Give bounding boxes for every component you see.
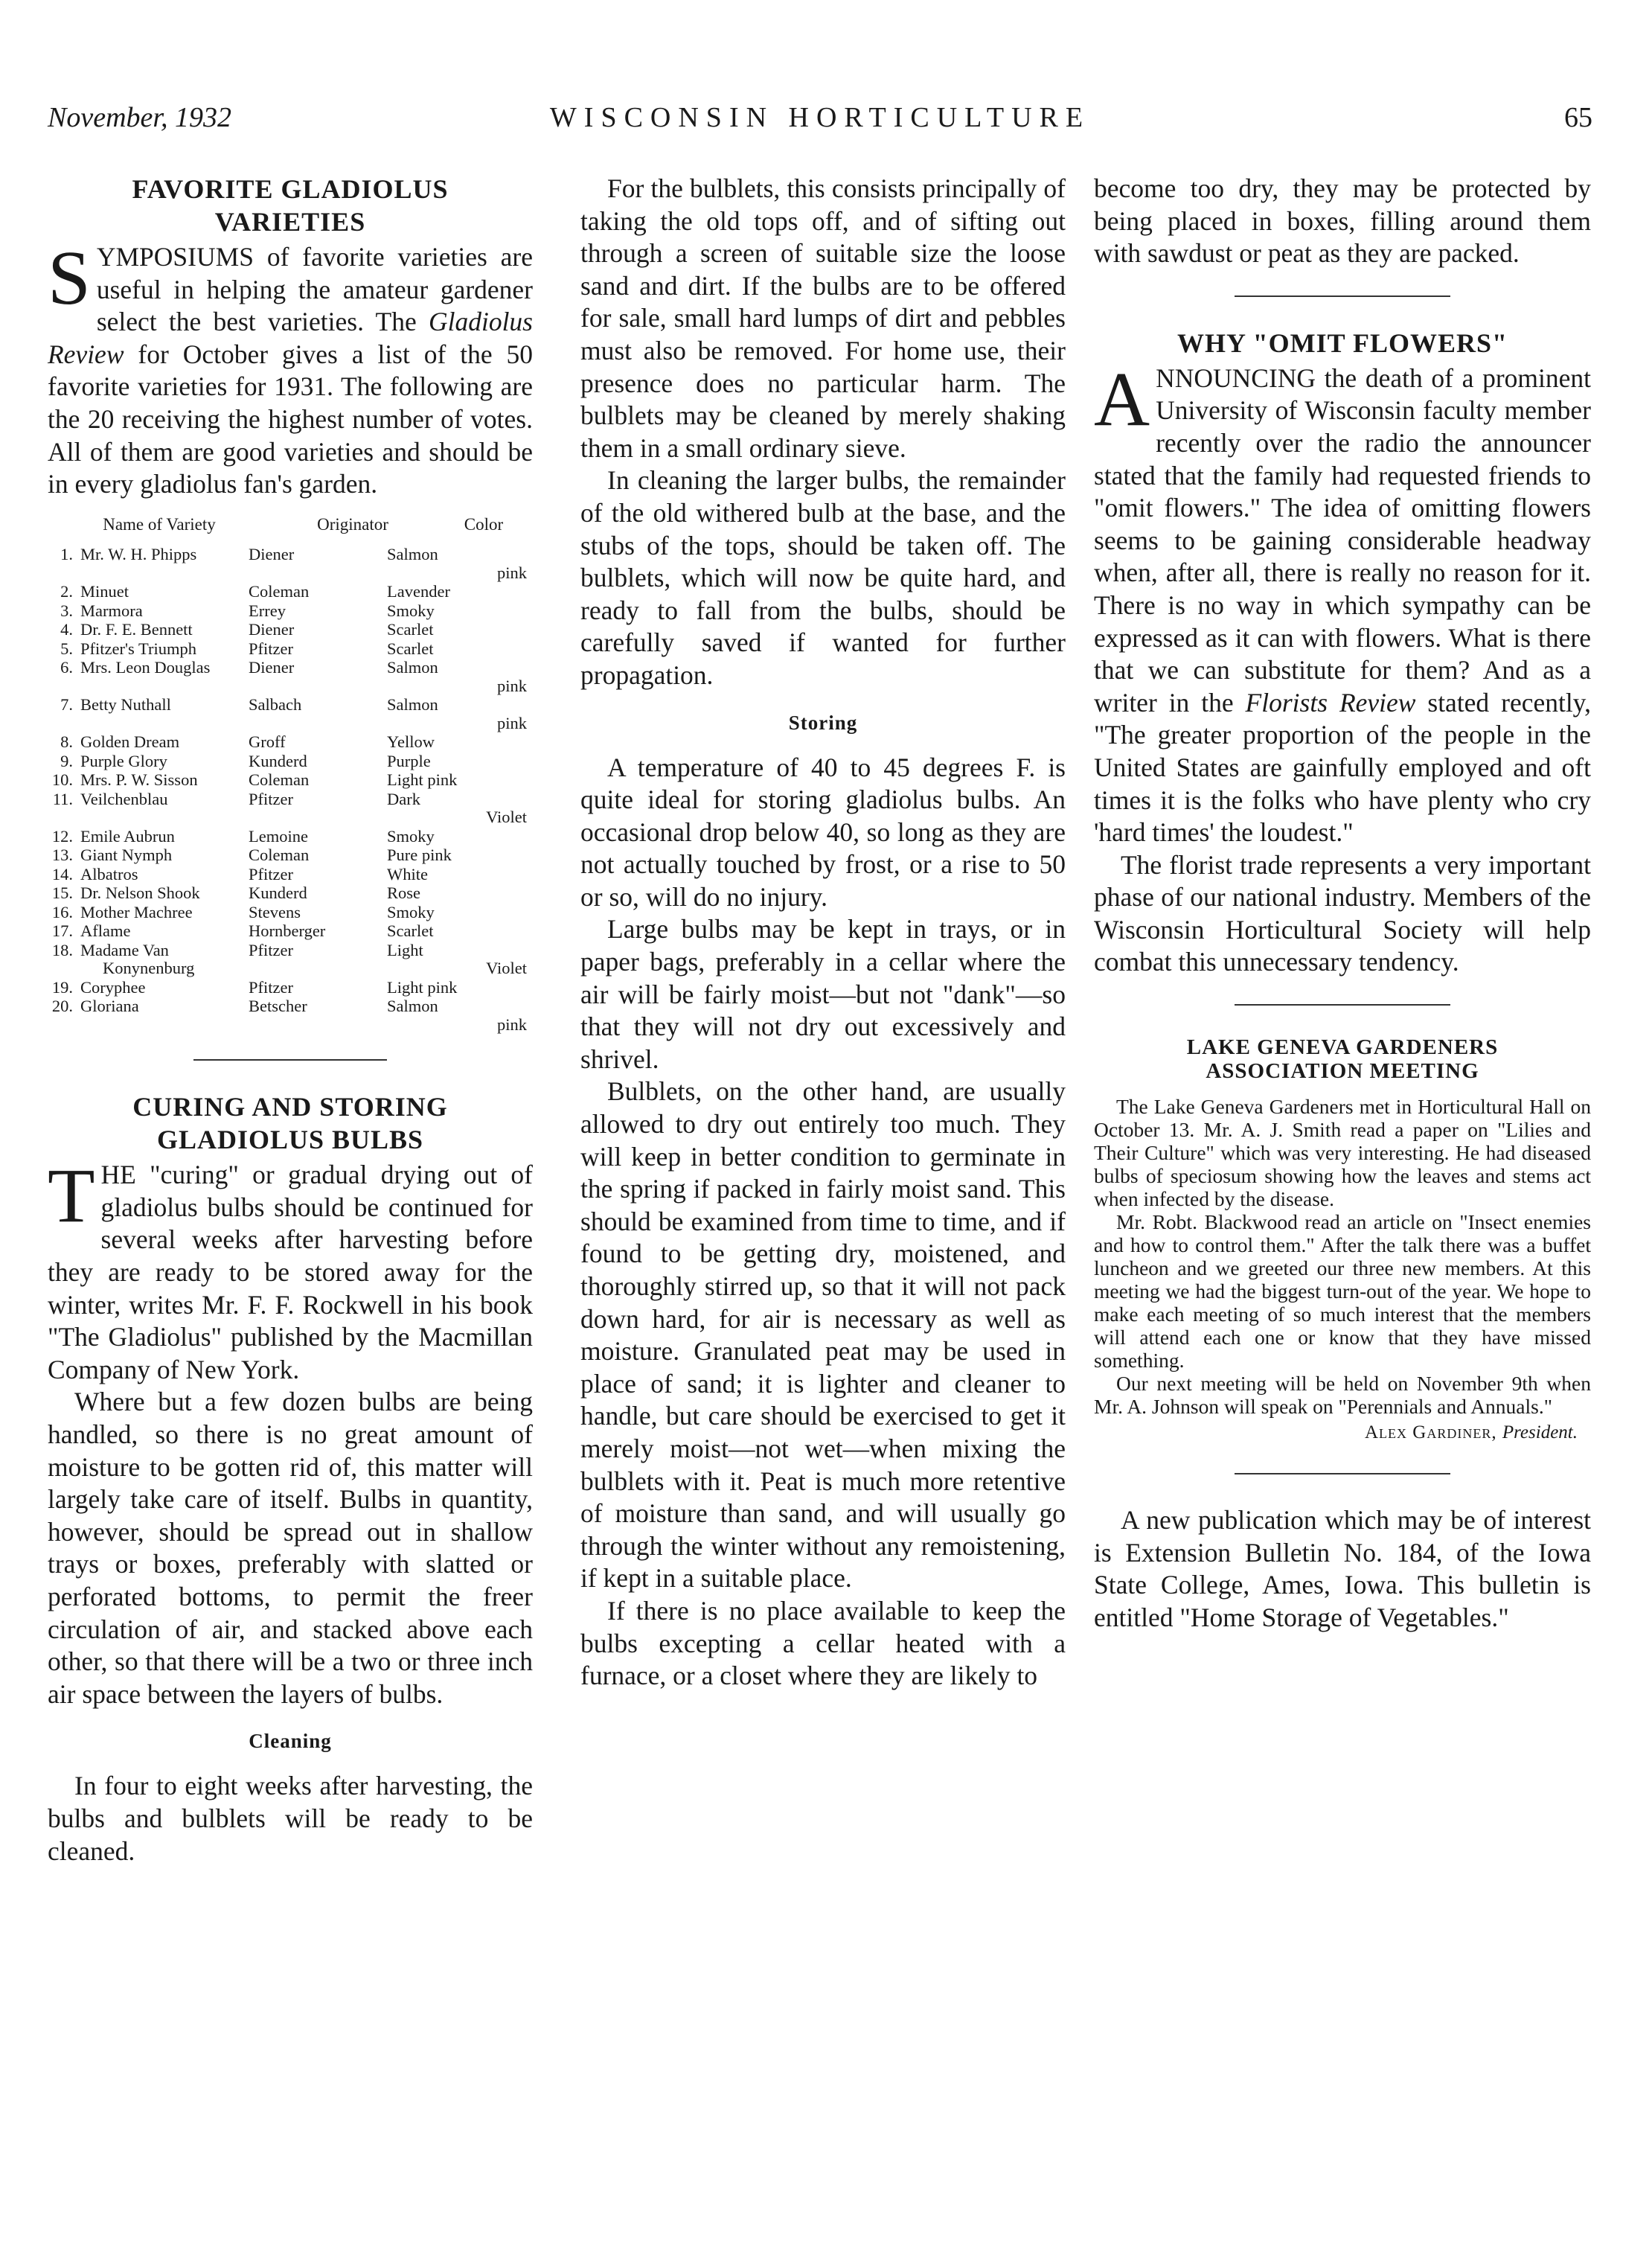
page-number: 65 — [1564, 102, 1592, 133]
variety-name — [80, 546, 249, 564]
color-line: Salmon — [387, 695, 438, 715]
row-number: 18. — [51, 940, 73, 959]
variety-name-line: Marmora — [80, 601, 143, 620]
color-line: Lavender — [387, 582, 450, 601]
variety-name — [80, 583, 249, 601]
color — [387, 866, 533, 884]
color-line: Smoky — [387, 601, 435, 620]
color — [387, 546, 533, 582]
header-originator: Originator — [317, 514, 388, 534]
variety-name-line: Coryphee — [80, 977, 146, 997]
row-number: 17. — [51, 921, 73, 941]
variety-name-line: Gloriana — [80, 997, 139, 1016]
table-row — [48, 922, 533, 941]
color — [387, 922, 533, 941]
variety-name — [80, 997, 249, 1016]
variety-name-line: Mrs. P. W. Sisson — [80, 770, 198, 790]
originator: Stevens — [249, 902, 301, 921]
color-line: Salmon — [387, 545, 438, 564]
variety-name-line: Konynenburg — [103, 959, 195, 978]
paragraph: The Lake Geneva Gardeners met in Horticultural Hall on October 13. Mr. A. J. Smith read a paper on "Lilies and Their Culture" which was very interesting. He had diseased bulbs of speciosum showing how the leaves and stems act when infected by the disease. — [1094, 1095, 1591, 1211]
row-number: 5. — [60, 639, 73, 658]
article-title: WHY "OMIT FLOWERS" — [1176, 327, 1508, 358]
originator: Pfitzer — [249, 639, 293, 658]
color-line: Smoky — [387, 826, 435, 846]
color — [387, 846, 533, 865]
color — [387, 752, 533, 771]
variety-name — [80, 979, 249, 997]
paragraph: In cleaning the larger bulbs, the remainder of the old withered bulb at the base, and the stubs of the tops, should be taken off. The bulblets, which will now be quite hard, and ready to fall from the bulbs, should be carefully saved if wanted for further propagation. — [580, 465, 1066, 690]
color — [387, 602, 533, 621]
row-number: 3. — [60, 601, 73, 620]
color — [387, 790, 533, 827]
originator: Pfitzer — [249, 977, 293, 997]
originator: Pfitzer — [249, 864, 293, 883]
originator: Coleman — [249, 846, 310, 865]
varieties-intro: SYMPOSIUMS of favorite varieties are useful in helping the amateur gardener select the best varieties. The Gladiolus Review for October gives a list of the 50 favorite varieties for 1931. The following are the 20 receiving the highest number of votes. All of them are good varieties and should be in every gladiolus fan's garden. — [48, 235, 533, 499]
color — [387, 942, 533, 978]
color-line: pink — [496, 713, 527, 732]
row-number: 12. — [51, 826, 73, 846]
paragraph: Where but a few dozen bulbs are being handled, so there is no great amount of moisture to be gotten rid of, this matter will largely take care of itself. Bulbs in quantity, however, should be spread out in shallow trays or boxes, preferably with slatted or perforated bottoms, to permit the freer circulation of air, and stacked above each other, so that there will be a two or three inch air space between the layers of bulbs. — [48, 1387, 533, 1709]
variety-name-line: Madame Van — [80, 940, 169, 959]
variety-name — [80, 621, 249, 639]
table-row — [48, 546, 533, 582]
color-line: Scarlet — [387, 620, 434, 639]
row-number: 13. — [51, 846, 73, 865]
originator: Coleman — [249, 770, 310, 790]
color-line: Light — [387, 940, 423, 959]
variety-name-line: Giant Nymph — [80, 846, 173, 865]
row-number: 1. — [60, 545, 73, 564]
table-row — [48, 828, 533, 846]
table-row — [48, 942, 533, 978]
variety-name-line: Mr. W. H. Phipps — [80, 545, 197, 564]
color-line: Violet — [486, 808, 527, 827]
color-line: Scarlet — [387, 639, 434, 658]
color — [387, 828, 533, 846]
color — [387, 621, 533, 639]
color — [387, 659, 533, 695]
variety-name-line: Dr. Nelson Shook — [80, 883, 200, 903]
color — [387, 696, 533, 732]
color — [387, 904, 533, 922]
masthead: WISCONSIN HORTICULTURE — [549, 102, 1091, 133]
color-line: pink — [496, 676, 527, 695]
color — [387, 640, 533, 659]
row-number: 2. — [60, 582, 73, 601]
paragraph: become too dry, they may be protected by being placed in boxes, filling around them with sawdust or peat as they are packed. — [1094, 173, 1591, 269]
variety-name — [80, 904, 249, 922]
variety-name-line: Aflame — [80, 921, 131, 941]
paragraph: Our next meeting will be held on November 9th when Mr. A. Johnson will speak on "Perennials and Annuals." — [1094, 1372, 1591, 1419]
varieties-table — [48, 516, 533, 1035]
originator: Lemoine — [249, 826, 308, 846]
drop-cap: T — [48, 1153, 95, 1239]
variety-name — [80, 659, 249, 677]
color-line: Salmon — [387, 658, 438, 677]
article-title: LAKE GENEVA GARDENERS ASSOCIATION MEETING — [1186, 1035, 1499, 1084]
variety-name — [80, 640, 249, 659]
color — [387, 733, 533, 752]
originator: Coleman — [249, 582, 310, 601]
variety-name-line: Golden Dream — [80, 732, 180, 752]
variety-name-line: Albatros — [80, 864, 138, 883]
table-row — [48, 640, 533, 659]
paragraph: For the bulblets, this consists principally of taking the old tops off, and of sifting out through a screen of suitable size the loose sand and dirt. If the bulbs are to be offered for sale, small hard lumps of dirt and pebbles must also be removed. For home use, their presence does no particular harm. The bulblets may be cleaned by merely shaking them in a small ordinary sieve. — [580, 173, 1066, 463]
article-title: CURING AND STORING GLADIOLUS BULBS — [132, 1092, 448, 1155]
color-line: Scarlet — [387, 921, 434, 941]
variety-name-line: Pfitzer's Triumph — [80, 639, 196, 658]
column-2 — [580, 173, 1066, 1693]
variety-name-line: Betty Nuthall — [80, 695, 171, 715]
color-line: Violet — [486, 959, 527, 978]
row-number: 11. — [52, 789, 73, 808]
review-title: Gladiolus Review — [48, 307, 533, 369]
variety-name — [80, 602, 249, 621]
row-number: 9. — [60, 751, 73, 770]
paragraph: THE "curing" or gradual drying out of gladiolus bulbs should be continued for several weeks after harvesting before they are ready to be stored away for the winter, writes Mr. F. F. Rockwell in his book "The Gladiolus" published by the Macmillan Company of New York. — [48, 1153, 533, 1384]
divider — [193, 1059, 387, 1061]
table-row — [48, 696, 533, 732]
color-line: Light pink — [387, 977, 458, 997]
variety-name — [80, 884, 249, 903]
table-row — [48, 884, 533, 903]
row-number: 19. — [51, 977, 73, 997]
color-line: Salmon — [387, 997, 438, 1016]
paragraph: Bulblets, on the other hand, are usually allowed to dry out entirely too much. They will keep in better condition to germinate in the spring if packed in fairly moist sand. This should be examined from time to time, and if found to be getting dry, moistened, and thoroughly stirred up, so that it will not pack down hard, for air is necessary as well as moisture. Granulated peat may be used in place of sand; it is lighter and cleaner to handle, but care should be exercised to get it merely moist—not wet—when mixing the bulblets with it. Peat is much more retentive of moisture than sand, and will usually go through the winter without any remoistening, if kept in a suitable place. — [580, 1076, 1066, 1594]
header-color: Color — [464, 514, 504, 534]
variety-name — [80, 942, 249, 978]
color-line: pink — [496, 563, 527, 582]
variety-name — [80, 733, 249, 752]
row-number: 15. — [51, 883, 73, 903]
color-line: Light pink — [387, 770, 458, 790]
originator: Diener — [249, 545, 295, 564]
table-row — [48, 583, 533, 601]
divider — [1235, 1004, 1450, 1006]
article-title: FAVORITE GLADIOLUS VARIETIES — [132, 174, 449, 237]
row-number: 16. — [51, 902, 73, 921]
header-variety: Name of Variety — [103, 514, 216, 534]
color — [387, 771, 533, 790]
variety-name — [80, 828, 249, 846]
originator: Betscher — [249, 997, 307, 1016]
paragraph: The florist trade represents a very important phase of our national industry. Members of the Wisconsin Horticultural Society will help combat this unnecessary tendency. — [1094, 849, 1591, 977]
variety-name — [80, 790, 249, 809]
variety-name — [80, 696, 249, 715]
drop-cap: S — [48, 235, 91, 321]
color-line: Smoky — [387, 902, 435, 921]
paragraph: Large bulbs may be kept in trays, or in paper bags, preferably in a cellar where the air will be fairly moist—but not "dank"—so that they will not dry out excessively and shrivel. — [580, 914, 1066, 1074]
signature: Alex Gardiner, President. — [1365, 1422, 1578, 1443]
variety-name — [80, 846, 249, 865]
row-number: 10. — [51, 770, 73, 790]
variety-name-line: Minuet — [80, 582, 129, 601]
variety-name-line: Dr. F. E. Bennett — [80, 620, 193, 639]
divider — [1235, 1473, 1450, 1474]
variety-name-line: Mrs. Leon Douglas — [80, 658, 211, 677]
table-row — [48, 752, 533, 771]
originator: Diener — [249, 620, 295, 639]
originator: Diener — [249, 658, 295, 677]
lake-geneva-article — [1094, 1035, 1591, 1448]
variety-name — [80, 922, 249, 941]
originator: Pfitzer — [249, 789, 293, 808]
table-body — [48, 546, 533, 1034]
originator: Pfitzer — [249, 940, 293, 959]
table-header — [48, 516, 533, 534]
paragraph: ANNOUNCING the death of a prominent University of Wisconsin faculty member recently over the radio the announcer stated that the family had requested friends to "omit flowers." The idea of omitting flowers seems to be gaining considerable headway when, after all, there is really no reason for it. There is no way in which sympathy can be expressed as it can with flowers. What is there that we can substitute for them? And as a writer in the Florists Review stated recently, "The greater proportion of the people in the United States are gainfully employed and oft times it is the folks who have plenty who cry 'hard times' the loudest." — [1094, 356, 1592, 848]
subhead-cleaning: Cleaning — [249, 1730, 332, 1753]
color-line: Pure pink — [387, 846, 452, 865]
issue-date: November, 1932 — [48, 102, 231, 133]
color — [387, 884, 533, 903]
page-header — [48, 95, 1592, 140]
variety-name — [80, 771, 249, 790]
color — [387, 997, 533, 1034]
table-row — [48, 659, 533, 695]
table-row — [48, 771, 533, 790]
variety-name — [80, 752, 249, 771]
row-number: 7. — [60, 695, 73, 715]
table-row — [48, 733, 533, 752]
table-row — [48, 846, 533, 865]
paragraph: Mr. Robt. Blackwood read an article on "Insect enemies and how to control them." After the talk there was a buffet luncheon and we greeted our three new members. At this meeting we had the biggest turn-out of the year. We hope to make each meeting of so much interest that the members will attend each one or know that they have missed something. — [1094, 1210, 1591, 1373]
table-row — [48, 997, 533, 1034]
drop-cap: A — [1094, 356, 1150, 442]
subhead-storing: Storing — [788, 711, 858, 734]
favorite-varieties-article — [48, 173, 533, 1034]
paragraph: In four to eight weeks after harvesting, the bulbs and bulblets will be ready to be cleaned. — [48, 1771, 533, 1866]
row-number: 14. — [51, 864, 73, 883]
table-row — [48, 602, 533, 621]
variety-name-line: Purple Glory — [80, 751, 167, 770]
row-number: 6. — [60, 658, 73, 677]
color-line: Dark — [387, 789, 420, 808]
column-1 — [48, 173, 533, 1867]
omit-flowers-article — [1094, 327, 1591, 979]
color-line: Rose — [387, 883, 420, 903]
originator: Hornberger — [249, 921, 326, 941]
color — [387, 979, 533, 997]
table-row — [48, 904, 533, 922]
table-row — [48, 621, 533, 639]
table-row — [48, 866, 533, 884]
row-number: 8. — [60, 732, 73, 752]
variety-name-line: Veilchenblau — [80, 789, 168, 808]
variety-name — [80, 866, 249, 884]
originator: Kunderd — [249, 883, 307, 903]
row-number: 4. — [60, 620, 73, 639]
review-title: Florists Review — [1245, 687, 1416, 718]
paragraph: If there is no place available to keep the bulbs excepting a cellar heated with a furnace, or a closet where they are likely to — [580, 1595, 1066, 1691]
row-number: 20. — [51, 997, 73, 1016]
color — [387, 583, 533, 601]
color-line: Purple — [387, 751, 431, 770]
color-line: pink — [496, 1014, 527, 1034]
originator: Groff — [249, 732, 286, 752]
variety-name-line: Emile Aubrun — [80, 826, 175, 846]
divider — [1235, 295, 1450, 297]
curing-article — [48, 1090, 533, 1867]
table-row — [48, 979, 533, 997]
paragraph: A temperature of 40 to 45 degrees F. is quite ideal for storing gladiolus bulbs. An occasional drop below 40, so long as they are not actually touched by frost, or a rise to 50 or so, will do no injury. — [580, 752, 1066, 912]
originator: Errey — [249, 601, 286, 620]
color-line: White — [387, 864, 428, 883]
table-row — [48, 790, 533, 827]
publication-note: A new publication which may be of interest is Extension Bulletin No. 184, of the Iowa State College, Ames, Iowa. This bulletin is entitled "Home Storage of Vegetables." — [1094, 1505, 1591, 1632]
column-3 — [1094, 173, 1591, 1634]
originator: Salbach — [249, 695, 302, 715]
color-line: Yellow — [387, 732, 435, 752]
variety-name-line: Mother Machree — [80, 902, 193, 921]
originator: Kunderd — [249, 751, 307, 770]
